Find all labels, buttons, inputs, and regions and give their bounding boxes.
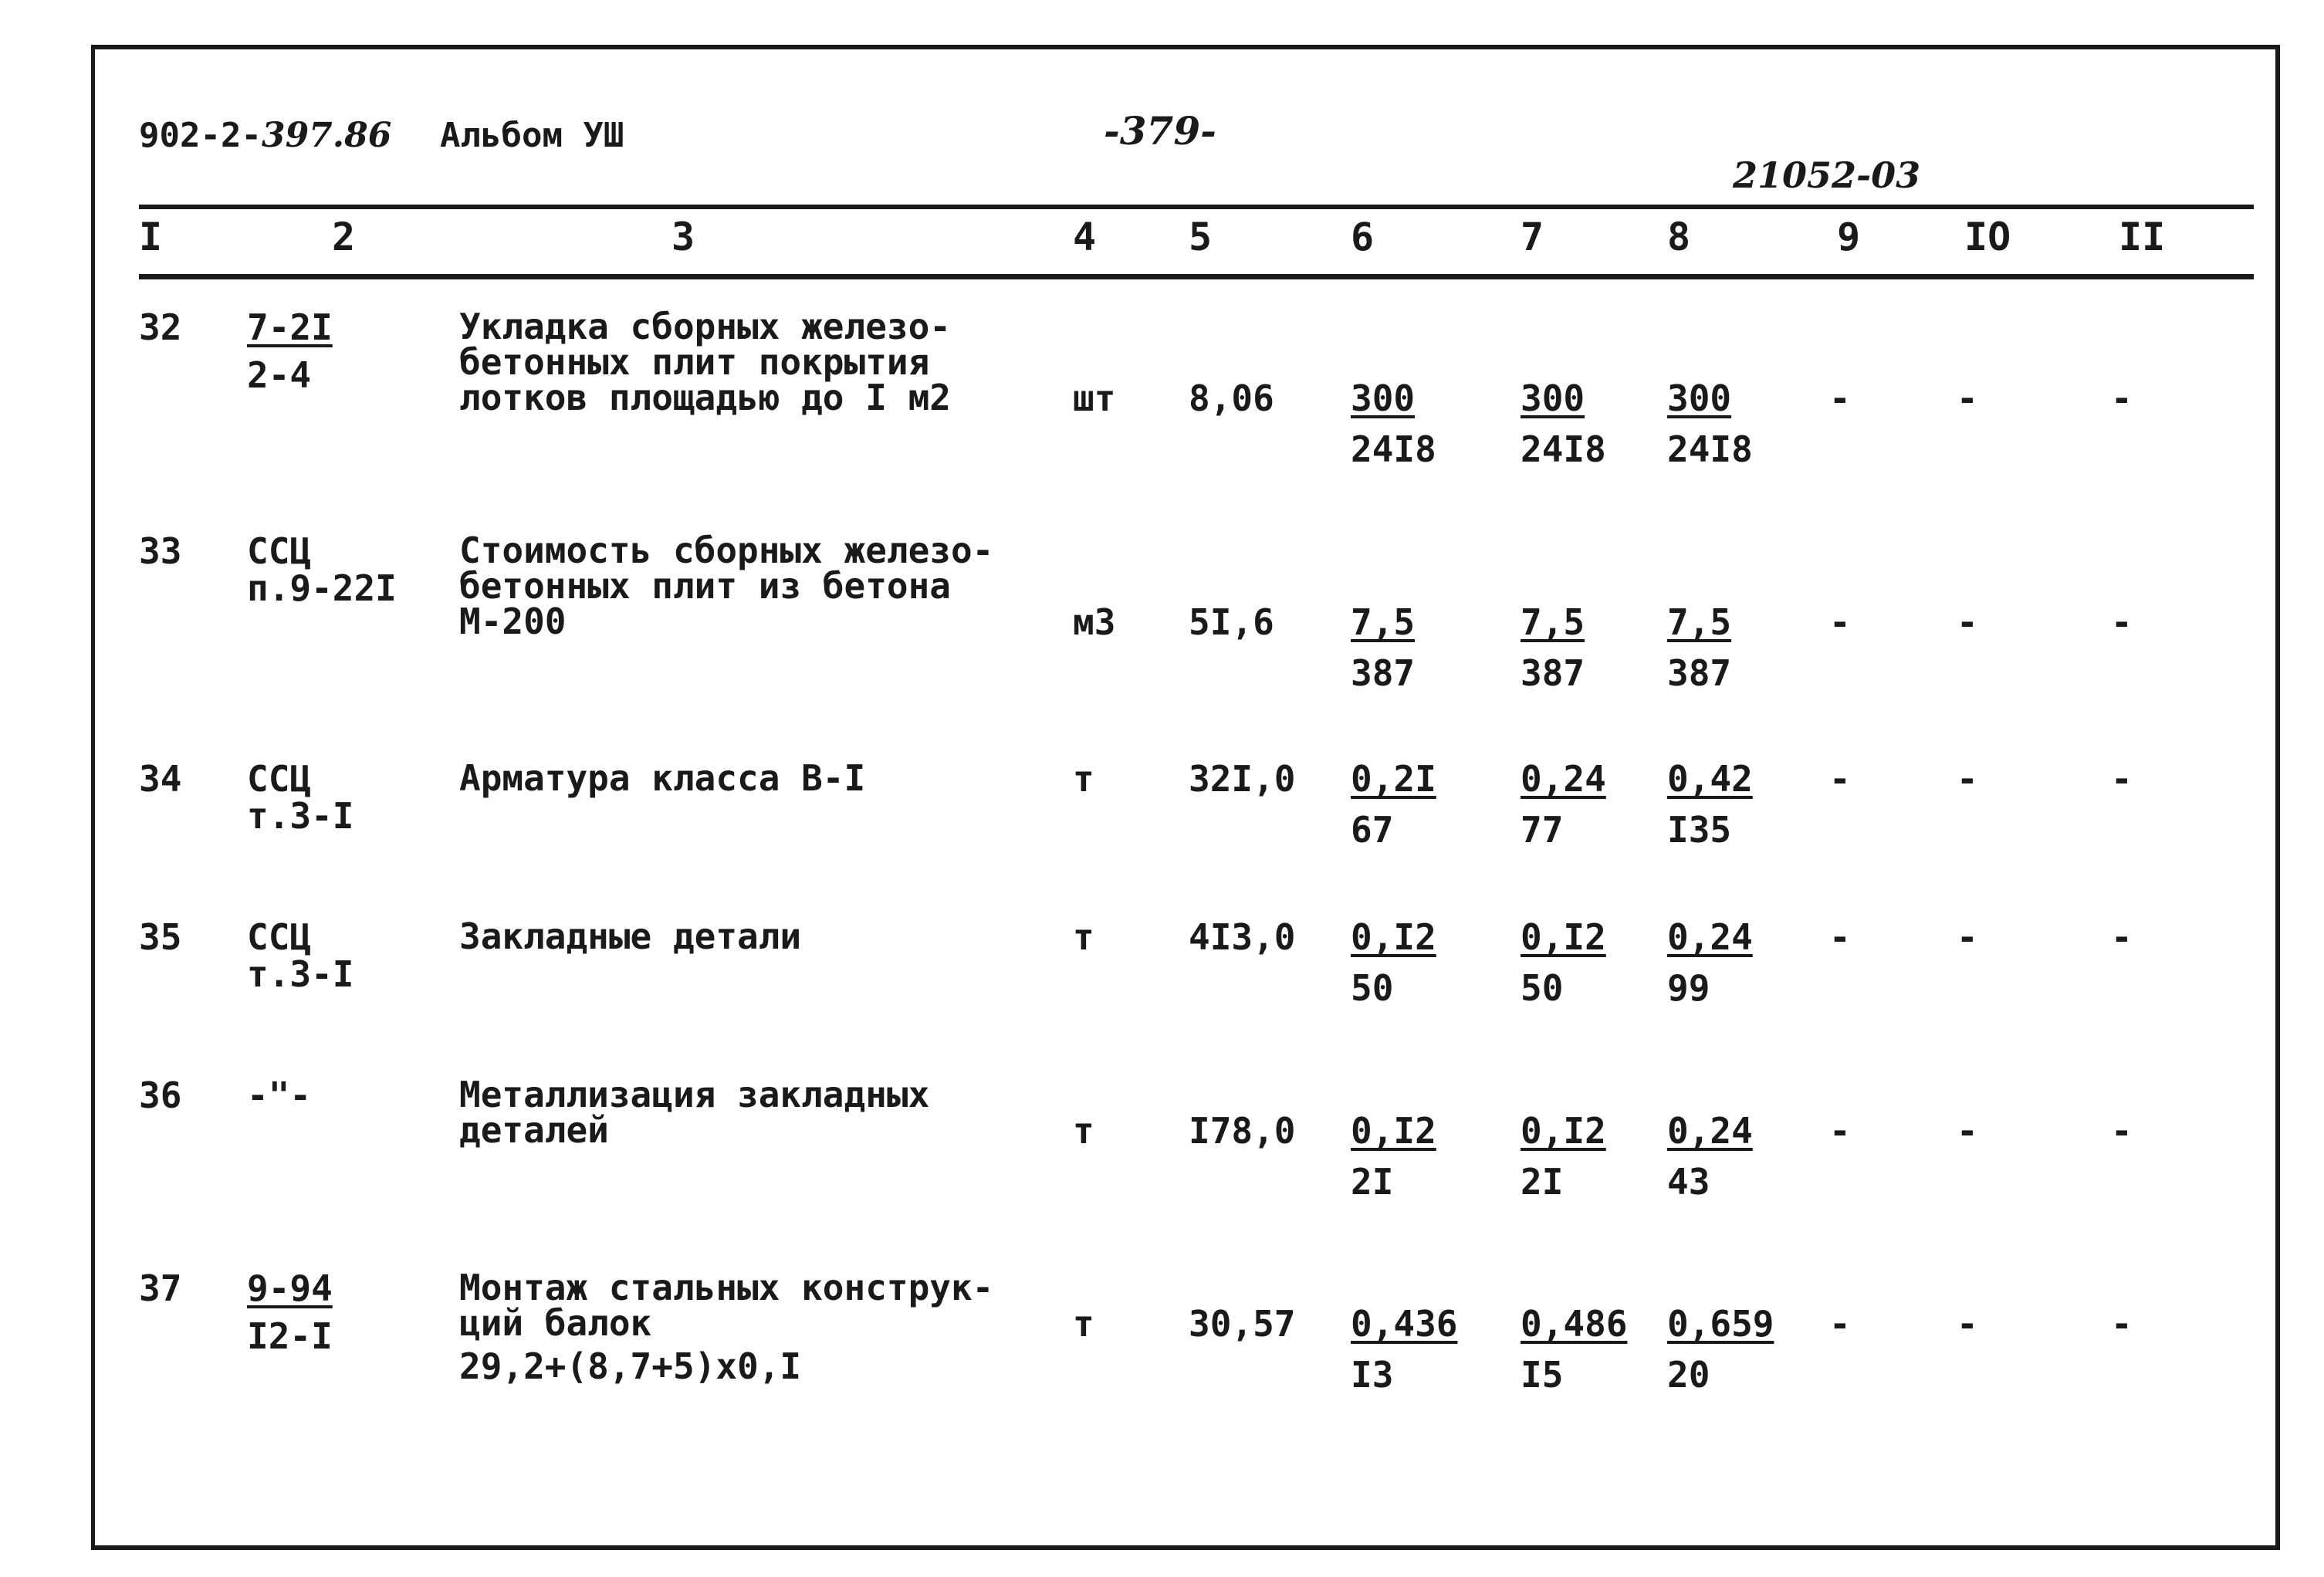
norm-reference [247,530,397,609]
quantity-value: 0,2I [1351,758,1436,800]
column-number: II [2119,215,2166,259]
quantity-cost-fraction [1521,916,1606,1009]
column-number: 4 [1073,215,1097,259]
unit-price: 30,57 [1189,1303,1296,1345]
work-description [459,1267,994,1387]
unit-of-measure: м3 [1073,601,1116,643]
quantity-cost-fraction [1667,1110,1753,1203]
empty-value-dash: - [1957,601,1978,643]
cost-value: 50 [1351,967,1394,1009]
norm-reference-top: 9-94 [247,1267,333,1309]
column-number: 7 [1521,215,1544,259]
unit-price: I78,0 [1189,1110,1296,1152]
work-description [459,757,866,799]
header-rule-top [139,205,2254,209]
quantity-cost-fraction [1667,916,1753,1009]
row-number: 36 [139,1074,182,1116]
cost-value: 387 [1521,652,1585,694]
row-number: 33 [139,530,182,572]
column-number: 9 [1837,215,1861,259]
norm-reference-bottom: п.9-22I [247,567,397,609]
quantity-cost-fraction [1667,1303,1774,1396]
quantity-cost-fraction [1351,758,1436,851]
unit-price: 5I,6 [1189,601,1274,643]
unit-of-measure: т [1073,1110,1094,1152]
description-line: М-200 [459,601,567,642]
header-rule-bottom [139,274,2254,279]
quantity-value: 300 [1667,377,1732,419]
unit-of-measure: шт [1073,377,1116,419]
empty-value-dash: - [1957,1110,1978,1152]
column-number: 8 [1667,215,1691,259]
album-label: Альбом УШ [440,116,624,155]
cost-value: 99 [1667,967,1710,1009]
column-number: 6 [1351,215,1375,259]
quantity-cost-fraction [1521,758,1606,851]
quantity-cost-fraction [1351,377,1436,470]
empty-value-dash: - [2111,601,2133,643]
quantity-value: 0,436 [1351,1303,1458,1345]
work-description [459,915,802,957]
column-number: 3 [671,215,695,259]
cost-value: I3 [1351,1354,1394,1396]
norm-reference-bottom: I2-I [247,1315,333,1357]
empty-value-dash: - [1957,916,1978,958]
description-line: деталей [459,1109,609,1151]
empty-value-dash: - [2111,916,2133,958]
norm-reference [247,306,333,396]
empty-value-dash: - [2111,1303,2133,1345]
document-code [139,116,391,155]
quantity-cost-fraction [1351,1110,1436,1203]
description-line: Арматура класса В-I [459,757,866,799]
quantity-cost-fraction [1521,1110,1606,1203]
description-line: 29,2+(8,7+5)х0,I [459,1345,802,1387]
cost-value: I5 [1521,1354,1564,1396]
norm-reference-bottom: т.3-I [247,953,354,995]
description-line: Стоимость сборных железо- [459,530,994,571]
page-number: -379- [1104,108,1216,154]
quantity-value: 0,24 [1521,758,1606,800]
unit-price: 32I,0 [1189,758,1296,800]
unit-of-measure: т [1073,758,1094,800]
empty-value-dash: - [1829,601,1851,643]
empty-value-dash: - [1829,377,1851,419]
quantity-value: 0,I2 [1351,1110,1436,1152]
work-description [459,1074,930,1151]
row-number: 37 [139,1267,182,1309]
unit-price: 8,06 [1189,377,1274,419]
quantity-value: 0,I2 [1351,916,1436,958]
norm-reference-bottom: 2-4 [247,354,312,396]
description-line: бетонных плит из бетона [459,565,951,607]
cost-value: 43 [1667,1161,1710,1203]
cost-value: 387 [1351,652,1416,694]
quantity-value: 0,42 [1667,758,1753,800]
norm-reference-bottom: т.3-I [247,795,354,837]
document-reference: 21052-03 [1733,154,1921,196]
norm-reference-top: ССЦ [247,758,312,800]
quantity-cost-fraction [1667,758,1753,851]
empty-value-dash: - [1957,758,1978,800]
empty-value-dash: - [1829,1303,1851,1345]
description-line: бетонных плит покрытия [459,341,930,383]
cost-value: 20 [1667,1354,1710,1396]
row-number: 35 [139,916,182,958]
quantity-cost-fraction [1521,601,1585,694]
norm-reference [247,1074,312,1116]
row-number: 32 [139,306,182,348]
norm-reference-top: 7-2I [247,306,333,348]
cost-value: 24I8 [1521,428,1606,470]
cost-value: 2I [1351,1161,1394,1203]
empty-value-dash: - [1829,1110,1851,1152]
cost-value: 387 [1667,652,1732,694]
page-frame [91,45,2280,1550]
empty-value-dash: - [2111,758,2133,800]
unit-of-measure: т [1073,916,1094,958]
column-number: IO [1964,215,2011,259]
cost-value: 77 [1521,809,1564,851]
cost-value: 2I [1521,1161,1564,1203]
cost-value: I35 [1667,809,1732,851]
quantity-value: 0,I2 [1521,916,1606,958]
unit-price: 4I3,0 [1189,916,1296,958]
empty-value-dash: - [2111,1110,2133,1152]
quantity-value: 0,486 [1521,1303,1628,1345]
quantity-value: 7,5 [1521,601,1585,643]
cost-value: 24I8 [1667,428,1753,470]
quantity-value: 0,24 [1667,1110,1753,1152]
document-code-prefix: 902-2- [139,116,262,155]
quantity-cost-fraction [1667,377,1753,470]
quantity-value: 0,659 [1667,1303,1774,1345]
norm-reference [247,758,354,837]
norm-reference-top: ССЦ [247,530,312,572]
norm-reference [247,916,354,995]
quantity-cost-fraction [1521,1303,1628,1396]
quantity-cost-fraction [1521,377,1606,470]
quantity-value: 7,5 [1667,601,1732,643]
row-number: 34 [139,758,182,800]
description-line: ций балок [459,1302,652,1344]
empty-value-dash: - [2111,377,2133,419]
quantity-cost-fraction [1351,601,1416,694]
description-line: Металлизация закладных [459,1074,930,1115]
empty-value-dash: - [1829,758,1851,800]
quantity-cost-fraction [1667,601,1732,694]
empty-value-dash: - [1829,916,1851,958]
norm-reference-top: ССЦ [247,916,312,958]
description-line: лотков площадью до I м2 [459,377,951,418]
quantity-value: 0,I2 [1521,1110,1606,1152]
cost-value: 50 [1521,967,1564,1009]
description-line: Укладка сборных железо- [459,306,951,347]
cost-value: 24I8 [1351,428,1436,470]
work-description [459,530,994,642]
work-description [459,306,951,418]
empty-value-dash: - [1957,377,1978,419]
description-line: Закладные детали [459,915,802,957]
unit-of-measure: т [1073,1303,1094,1345]
cost-value: 67 [1351,809,1394,851]
document-code-handwritten: 397.86 [261,116,392,155]
column-number: 5 [1189,215,1213,259]
column-number: 2 [332,215,356,259]
empty-value-dash: - [1957,1303,1978,1345]
norm-reference-top: -"- [247,1074,312,1116]
quantity-cost-fraction [1351,916,1436,1009]
quantity-value: 300 [1521,377,1585,419]
quantity-cost-fraction [1351,1303,1458,1396]
quantity-value: 300 [1351,377,1416,419]
quantity-value: 7,5 [1351,601,1416,643]
column-number: I [139,215,163,259]
quantity-value: 0,24 [1667,916,1753,958]
description-line: Монтаж стальных конструк- [459,1267,994,1308]
norm-reference [247,1267,333,1357]
